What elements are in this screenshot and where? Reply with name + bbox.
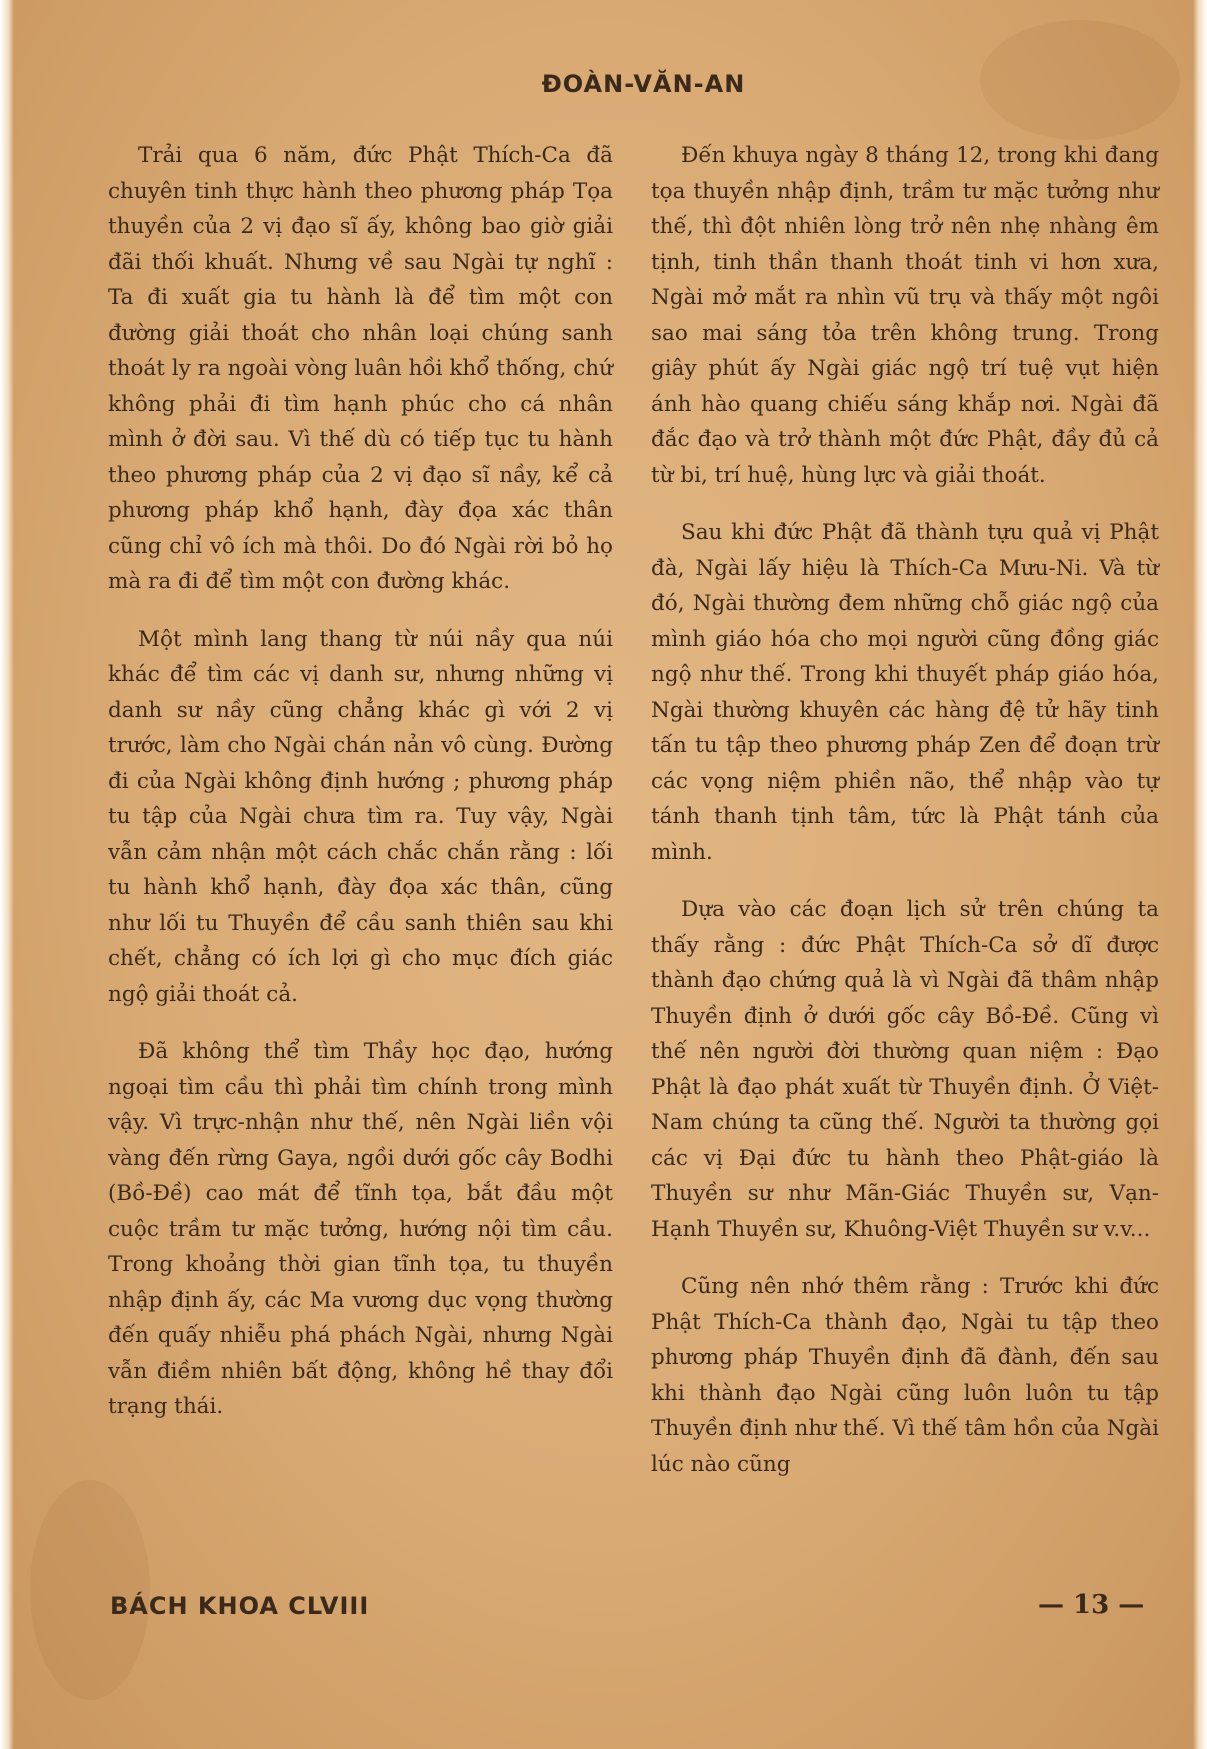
- paragraph: Sau khi đức Phật đã thành tựu quả vị Phật đà, Ngài lấy hiệu là Thích-Ca Mưu-Ni. Và từ đó, Ngài thường đem những chỗ giác ngộ của mình giáo hóa cho mọi người cũng đồng giác ngộ như thế. Trong khi thuyết pháp giáo hóa, Ngài thường khuyên các hàng đệ tử hãy tinh tấn tu tập theo phương pháp Zen để đoạn trừ các vọng niệm phiền não, thể nhập vào tự tánh thanh tịnh tâm, tức là Phật tánh của mình.: [651, 520, 1159, 865]
- page-edge-left: [0, 0, 14, 1749]
- paragraph: Một mình lang thang từ núi nầy qua núi khác để tìm các vị danh sư, nhưng những vị danh sư nầy cũng chẳng khác gì với 2 vị trước, làm cho Ngài chán nản vô cùng. Đường đi của Ngài không định hướng ; phương pháp tu tập của Ngài chưa tìm ra. Tuy vậy, Ngài vẫn cảm nhận một cách chắc chắn rằng : lối tu hành khổ hạnh, đày đọa xác thân, cũng như lối tu Thuyền để cầu sanh thiên sau khi chết, chẳng có ích lợi gì cho mục đích giác ngộ giải thoát cả.: [108, 626, 613, 1007]
- paragraph: Cũng nên nhớ thêm rằng : Trước khi đức Phật Thích-Ca thành đạo, Ngài tu tập theo phương pháp Thuyền định đã đành, đến sau khi thành đạo Ngài cũng luôn luôn tu tập Thuyền định như thế. Vì thế tâm hồn của Ngài lúc nào cũng: [651, 1274, 1159, 1477]
- paragraph: Trải qua 6 năm, đức Phật Thích-Ca đã chuyên tinh thực hành theo phương pháp Tọa thuyền của 2 vị đạo sĩ ấy, không bao giờ giải đãi thối khuất. Nhưng về sau Ngài tự nghĩ : Ta đi xuất gia tu hành là để tìm một con đường giải thoát cho nhân loại chúng sanh thoát ly ra ngoài vòng luân hồi khổ thống, chứ không phải đi tìm hạnh phúc cho cá nhân mình ở đời sau. Vì thế dù có tiếp tục tu hành theo phương pháp của 2 vị đạo sĩ nầy, kể cả phương pháp khổ hạnh, đày đọa xác thân cũng chỉ vô ích mà thôi. Do đó Ngài rời bỏ họ mà ra đi để tìm một con đường khác.: [108, 143, 613, 594]
- paper-stain: [30, 1480, 150, 1700]
- paragraph: Dựa vào các đoạn lịch sử trên chúng ta thấy rằng : đức Phật Thích-Ca sở dĩ được thành đạo chứng quả là vì Ngài đã thâm nhập Thuyền định ở dưới gốc cây Bồ-Đề. Cũng vì thế nên người đời thường quan niệm : Đạo Phật là đạo phát xuất từ Thuyền định. Ở Việt-Nam chúng ta cũng thế. Người ta thường gọi các vị Đại đức tu hành theo Phật-giáo là Thuyền sư như Mãn-Giác Thuyền sư, Vạn-Hạnh Thuyền sư, Khuông-Việt Thuyền sư v.v...: [651, 897, 1159, 1242]
- right-column: [651, 138, 1159, 1504]
- page-number: — 13 —: [1038, 1590, 1145, 1620]
- running-title: ĐOÀN-VĂN-AN: [541, 70, 746, 98]
- paragraph: Đã không thể tìm Thầy học đạo, hướng ngoại tìm cầu thì phải tìm chính trong mình vậy. Vì trực-nhận như thế, nên Ngài liền vội vàng đến rừng Gaya, ngồi dưới gốc cây Bodhi (Bồ-Đề) cao mát để tĩnh tọa, bắt đầu một cuộc trầm tư mặc tưởng, hướng nội tìm cầu. Trong khoảng thời gian tĩnh tọa, tu thuyền nhập định ấy, các Ma vương dục vọng thường đến quấy nhiễu phá phách Ngài, nhưng Ngài vẫn điềm nhiên bất động, không hề thay đổi trạng thái.: [108, 1039, 613, 1419]
- page-edge-right: [1193, 0, 1207, 1749]
- publication-footer: BÁCH KHOA CLVIII: [110, 1592, 370, 1620]
- paragraph: Đến khuya ngày 8 tháng 12, trong khi đang tọa thuyền nhập định, trầm tư mặc tưởng như thế, thì đột nhiên lòng trở nên nhẹ nhàng êm tịnh, tinh thần thanh thoát tinh vi hơn xưa, Ngài mở mắt ra nhìn vũ trụ và thấy một ngôi sao mai sáng tỏa trên không trung. Trong giây phút ấy Ngài giác ngộ trí tuệ vụt hiện ánh hào quang chiếu sáng khắp nơi. Ngài đã đắc đạo và trở thành một đức Phật, đầy đủ cả từ bi, trí huệ, hùng lực và giải thoát.: [651, 143, 1159, 488]
- left-column: [108, 138, 613, 1447]
